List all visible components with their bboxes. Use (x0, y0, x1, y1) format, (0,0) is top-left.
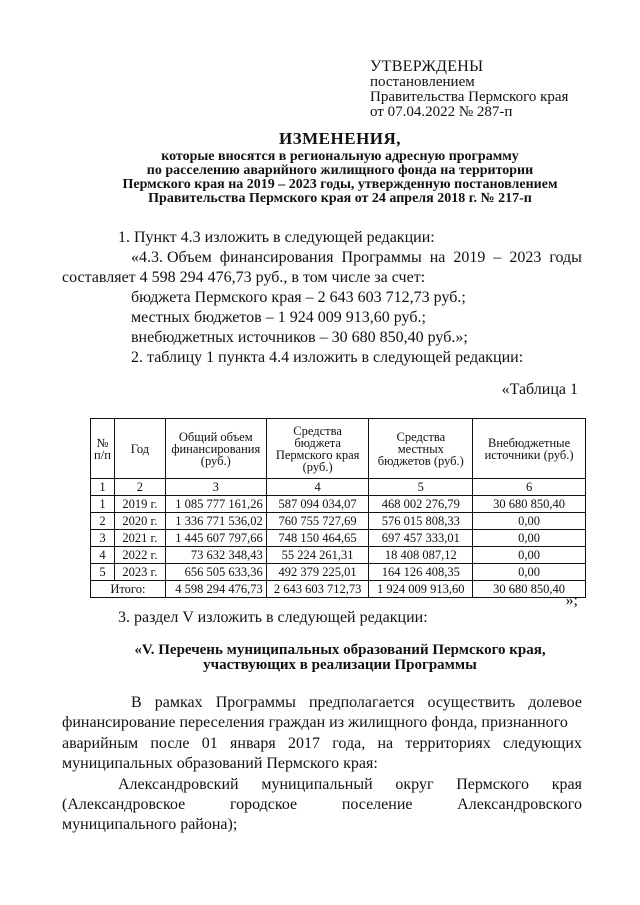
cell-year: 2019 г. (114, 496, 165, 513)
totals-label: Итого: (91, 581, 166, 598)
totals-regional: 2 643 603 712,73 (266, 581, 369, 598)
column-number: 5 (369, 479, 473, 496)
word: осуществить (427, 694, 516, 711)
column-number-row (91, 479, 586, 496)
word: 2019 (453, 249, 486, 266)
cell-regional: 587 094 034,07 (266, 496, 369, 513)
header-extra: Внебюджетные источники (руб.) (473, 419, 586, 479)
item1-line1 (131, 248, 582, 268)
cell-local: 468 002 276,79 (369, 496, 473, 513)
approval-heading: УТВЕРЖДЕНЫ (370, 58, 484, 75)
column-number: 2 (114, 479, 165, 496)
cell-regional: 492 379 225,01 (266, 564, 369, 581)
totals-extra: 30 680 850,40 (473, 581, 586, 598)
word: аварийным (62, 735, 139, 752)
item1-intro: 1. Пункт 4.3 изложить в следующей редакции: (118, 229, 435, 246)
p1-line4: муниципальных образований Пермского края: (62, 755, 378, 772)
item3-intro: 3. раздел V изложить в следующей редакции: (118, 609, 428, 626)
cell-local: 164 126 408,35 (369, 564, 473, 581)
cell-extra: 0,00 (473, 547, 586, 564)
column-number: 6 (473, 479, 586, 496)
word: финансирования (219, 249, 334, 266)
section-title (60, 643, 620, 673)
word: Пермского (456, 776, 530, 793)
header-local: Средства местных бюджетов (руб.) (369, 419, 473, 479)
cell-num: 4 (91, 547, 115, 564)
approval-line: от 07.04.2022 № 287-п (370, 104, 513, 120)
table-row (91, 564, 586, 581)
word: – (493, 249, 502, 266)
totals-total: 4 598 294 476,73 (165, 581, 266, 598)
cell-total: 1 336 771 536,02 (165, 513, 266, 530)
item2-intro: 2. таблицу 1 пункта 4.4 изложить в следующей редакции: (131, 349, 524, 366)
cell-extra: 0,00 (473, 564, 586, 581)
cell-local: 697 457 333,01 (369, 530, 473, 547)
table-row (91, 530, 586, 547)
table-header-row (91, 419, 586, 479)
word: 2023 (509, 249, 542, 266)
table-row (91, 496, 586, 513)
word: следующих (502, 735, 582, 752)
table-closing: »; (565, 592, 578, 609)
approval-line: Правительства Пермского края (370, 89, 569, 105)
cell-num: 1 (91, 496, 115, 513)
cell-num: 5 (91, 564, 115, 581)
financing-table (90, 418, 586, 598)
document-subtitle (60, 150, 620, 206)
column-number: 1 (91, 479, 115, 496)
table-row (91, 513, 586, 530)
word: муниципальный (261, 776, 373, 793)
word: 01 (201, 735, 218, 752)
p1-line1 (131, 693, 582, 713)
word: годы (549, 249, 582, 266)
word: Александровский (118, 776, 239, 793)
cell-year: 2022 г. (114, 547, 165, 564)
cell-local: 18 408 087,12 (369, 547, 473, 564)
header-regional: Средства бюджета Пермского края (руб.) (266, 419, 369, 479)
word: на (429, 249, 446, 266)
cell-total: 656 505 633,36 (165, 564, 266, 581)
word: округ (395, 776, 434, 793)
cell-year: 2020 г. (114, 513, 165, 530)
cell-regional: 55 224 261,31 (266, 547, 369, 564)
header-total: Общий объем финансирования (руб.) (165, 419, 266, 479)
column-number: 3 (165, 479, 266, 496)
cell-extra: 0,00 (473, 513, 586, 530)
section-title-line: «V. Перечень муниципальных образований Пермского края, (134, 642, 546, 658)
cell-extra: 0,00 (473, 530, 586, 547)
approval-block (370, 58, 568, 120)
word: территориях (405, 735, 491, 752)
header-num: № п/п (91, 419, 115, 479)
word: Программы (341, 249, 422, 266)
subtitle-line: по расселению аварийного жилищного фонда на территории (146, 163, 534, 178)
cell-total: 73 632 348,43 (165, 547, 266, 564)
approval-line: постановлением (370, 74, 475, 90)
cell-num: 2 (91, 513, 115, 530)
item1-line5: внебюджетных источников – 30 680 850,40 руб.»; (131, 329, 468, 346)
word: городское (229, 796, 298, 813)
word: «4.3. Объем (131, 249, 212, 266)
subtitle-line: которые вносятся в региональную адресную программу (161, 149, 519, 164)
p2-line3: муниципального района); (62, 816, 238, 833)
table-totals-row (91, 581, 586, 598)
word: Программы (215, 694, 296, 711)
item1-line3: бюджета Пермского края – 2 643 603 712,73 руб.; (131, 289, 466, 306)
cell-total: 1 445 607 797,66 (165, 530, 266, 547)
word: года, (332, 735, 366, 752)
word: края (551, 776, 582, 793)
word: рамках (154, 694, 203, 711)
section-title-line: участвующих в реализации Программы (203, 657, 477, 673)
column-number: 4 (266, 479, 369, 496)
word: 2017 (288, 735, 320, 752)
p2-line1 (118, 775, 582, 795)
totals-local: 1 924 009 913,60 (369, 581, 473, 598)
cell-extra: 30 680 850,40 (473, 496, 586, 513)
word: на (377, 735, 394, 752)
cell-local: 576 015 808,33 (369, 513, 473, 530)
p2-line2 (62, 795, 582, 815)
word: В (131, 694, 142, 711)
word: (Александровское (62, 796, 186, 813)
item1-line4: местных бюджетов – 1 924 009 913,60 руб.; (131, 309, 426, 326)
p1-line2: финансирование переселения граждан из жилищного фонда, признанного (62, 714, 568, 731)
cell-year: 2021 г. (114, 530, 165, 547)
word: января (230, 735, 276, 752)
subtitle-line: Правительства Пермского края от 24 апреля 2018 г. № 217-п (148, 191, 532, 206)
subtitle-line: Пермского края на 2019 – 2023 годы, утвержденную постановлением (122, 177, 558, 192)
word: долевое (528, 694, 582, 711)
cell-regional: 748 150 464,65 (266, 530, 369, 547)
table-caption: «Таблица 1 (501, 381, 578, 398)
item1-line2: составляет 4 598 294 476,73 руб., в том числе за счет: (62, 269, 426, 286)
word: после (150, 735, 190, 752)
cell-regional: 760 755 727,69 (266, 513, 369, 530)
document-title: ИЗМЕНЕНИЯ, (278, 129, 402, 148)
word: поселение (341, 796, 413, 813)
word: Александровского (457, 796, 582, 813)
cell-year: 2023 г. (114, 564, 165, 581)
p1-line3 (62, 734, 582, 754)
word: предполагается (308, 694, 415, 711)
header-year: Год (114, 419, 165, 479)
table-row (91, 547, 586, 564)
cell-num: 3 (91, 530, 115, 547)
cell-total: 1 085 777 161,26 (165, 496, 266, 513)
